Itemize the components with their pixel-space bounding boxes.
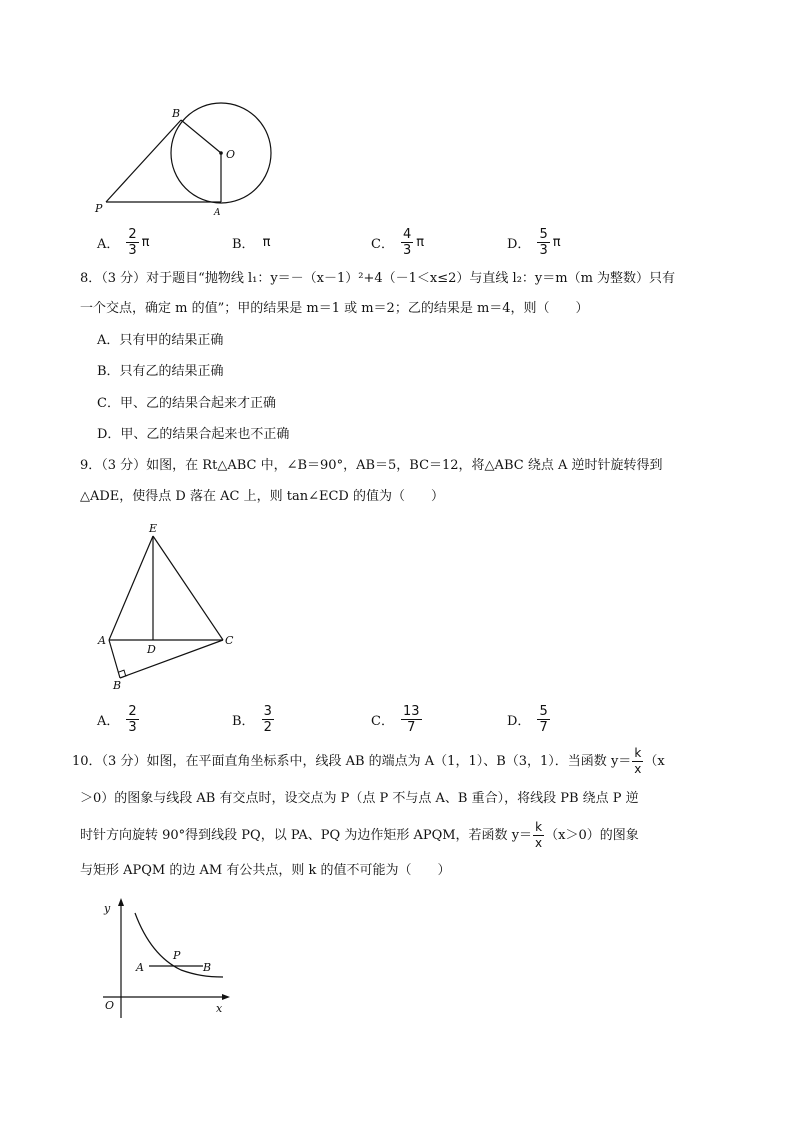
q9-line-ea: [109, 536, 153, 640]
q9-label-b: B: [113, 679, 122, 692]
q7-option-d-fraction: $\frac{5}{3}$: [539, 227, 548, 258]
q7-option-b: B． π: [232, 235, 271, 252]
q7-label-a: A: [214, 208, 221, 218]
q9-option-a-fraction: $\frac{2}{3}$: [128, 704, 137, 735]
q9-line-ec: [153, 536, 223, 640]
q10-label-p: P: [173, 949, 181, 962]
q8-option-b: B．只有乙的结果正确: [97, 364, 224, 379]
q9-option-b: B． $\frac{3}{2}$: [232, 704, 272, 735]
q9-label-a: A: [98, 634, 106, 647]
q7-option-c-fraction: $\frac{4}{3}$: [402, 227, 412, 258]
q9-line-bc: [120, 640, 223, 678]
q7-center-dot: [219, 151, 223, 155]
q8-option-a: A．只有甲的结果正确: [97, 333, 224, 348]
q9-option-d-fraction: $\frac{5}{7}$: [539, 704, 548, 735]
q7-option-a: A． $\frac{2}{3}$ π: [97, 227, 150, 258]
q10-fraction-k-over-x-1: $\frac{k}{x}$: [634, 746, 642, 776]
q9-figure: [95, 520, 245, 695]
q9-option-c: C． $\frac{13}{7}$: [371, 704, 420, 735]
q9-option-a: A． $\frac{2}{3}$: [97, 704, 137, 735]
q10-label-o: O: [105, 999, 115, 1012]
q10-figure: [95, 895, 245, 1025]
q10-fraction-k-over-x-2: $\frac{k}{x}$: [535, 820, 543, 850]
q9-label-e: E: [149, 522, 158, 535]
q8-option-c: C．甲、乙的结果合起来才正确: [97, 396, 276, 411]
q9-label-c: C: [225, 634, 234, 647]
q8-option-d: D．甲、乙的结果合起来也不正确: [97, 427, 290, 442]
q9-label-d: D: [147, 643, 156, 656]
q7-option-c: C． $\frac{4}{3}$ π: [371, 227, 425, 258]
q10-x-axis-arrow: [222, 994, 230, 1000]
q10-label-y: y: [104, 902, 111, 915]
q9-line-ab: [109, 640, 120, 678]
q7-label-o: O: [226, 148, 236, 161]
q7-option-d: D． $\frac{5}{3}$ π: [507, 227, 561, 258]
q9-stem-line2: △ADE，使得点 D 落在 AC 上，则 tan∠ECD 的值为（ ）: [80, 489, 444, 504]
q10-stem-line4: 与矩形 APQM 的边 AM 有公共点，则 k 的值不可能为（ ）: [80, 863, 451, 878]
q10-stem-line1: 10．（3 分）如图，在平面直角坐标系中，线段 AB 的端点为 A（1，1）、B（3，1）．当函数 y＝ $\frac{k}{x}$ （x: [72, 746, 665, 776]
q7-label-p: P: [95, 202, 103, 215]
q7-option-a-fraction: $\frac{2}{3}$: [128, 227, 137, 258]
q9-option-d: D． $\frac{5}{7}$: [507, 704, 548, 735]
q7-line-pb: [106, 120, 181, 202]
q10-stem-line2: ＞0）的图象与线段 AB 有交点时，设交点为 P（点 P 不与点 A、B 重合），将线段 PB 绕点 P 逆: [80, 791, 639, 806]
q7-figure: [88, 100, 288, 225]
q8-stem-line2: 一个交点，确定 m 的值”；甲的结果是 m＝1 或 m＝2；乙的结果是 m＝4，则（ ）: [80, 301, 589, 316]
q10-label-a: A: [136, 961, 144, 974]
q10-label-b: B: [203, 961, 212, 974]
q7-label-b: B: [172, 107, 181, 120]
q9-option-b-fraction: $\frac{3}{2}$: [263, 704, 272, 735]
q9-option-c-fraction: $\frac{13}{7}$: [402, 704, 420, 735]
q10-y-axis-arrow: [118, 898, 124, 906]
q8-stem-line1: 8．（3 分）对于题目“抛物线 l₁：y＝－（x－1）²+4（－1＜x≤2）与直线 l₂：y＝m（m 为整数）只有: [80, 271, 676, 286]
q7-line-bo: [181, 120, 221, 153]
q10-label-x: x: [216, 1002, 223, 1015]
q10-stem-line3: 时针方向旋转 90°得到线段 PQ，以 PA、PQ 为边作矩形 APQM，若函数 y＝ $\frac{k}{x}$ （x＞0）的图象: [80, 820, 639, 850]
q9-stem-line1: 9．（3 分）如图，在 Rt△ABC 中，∠B＝90°，AB＝5，BC＝12，将△ABC 绕点 A 逆时针旋转得到: [80, 458, 663, 473]
